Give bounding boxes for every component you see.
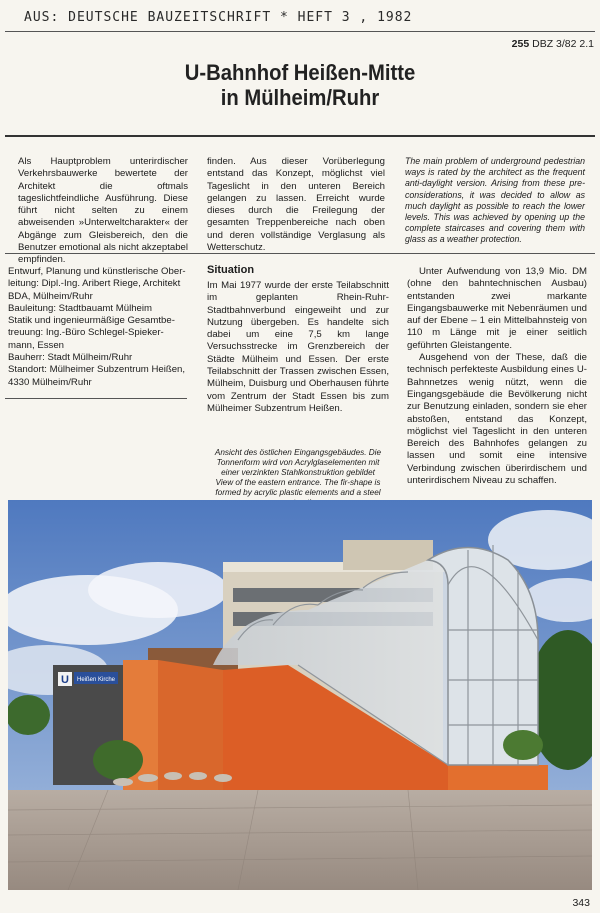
- station-name-text: Heißen Kirche: [76, 677, 116, 683]
- intro-rule: [5, 253, 595, 254]
- title-rule: [5, 135, 595, 137]
- page-ref-journal: DBZ 3/82 2.1: [529, 38, 594, 50]
- pavement: [8, 790, 592, 890]
- credit-line: leitung: Dipl.-Ing. Aribert Riege, Architekt: [8, 278, 181, 290]
- u-sign-letter: U: [61, 674, 69, 686]
- credit-line: BDA, Mülheim/Ruhr: [8, 290, 93, 302]
- caption-english: View of the eastern entrance. The fir-shape is formed by acrylic plastic elements and a steel: [215, 478, 381, 497]
- credit-line: Bauherr: Stadt Mülheim/Ruhr: [8, 352, 133, 364]
- intro-col-1: Als Hauptproblem unterirdischer Verkehrsbauwerke bewertete der Architekt die oftmals tageslichtfeindliche Ausführung. Diese führt nicht selten zu einem abweisenden »Unterweltcharakter« der Abgänge zum Gleisbereich, den die Benutzer emotional als nicht akzeptabel empfinden.: [18, 156, 188, 266]
- photo-caption: [207, 448, 389, 508]
- cloud: [88, 562, 228, 618]
- right-paragraph-2: Ausgehend von der These, daß die technisch perfekteste Ausbildung eines U-Bahnnetzes wenig nützt, wenn die Eingangsgebäude die Bevölkerung nicht zur Benutzung einladen, sondern sie eher abstoßen, entstand das Konzept, möglichst viel Tageslicht in den unteren Bereich des Bahnhofes gelangen zu lassen und somit eine intensive Verbindung zwischen überirdischem und unterirdischem Niveau zu schaffen.: [407, 352, 587, 487]
- credits-block: [8, 266, 193, 389]
- title-line-2: in Mülheim/Ruhr: [220, 85, 380, 110]
- station-illustration: [8, 500, 592, 890]
- planter-shrub: [93, 740, 143, 780]
- intro-col-3-english: The main problem of underground pedestrian ways is rated by the architect as the frequent anti-daylight version. Arising from these pre-considerations, it was decided to allow as much daylight as possible to reach the lower levels. This was achieved by opening up the complete staircases and covering them with glass as a weather protection.: [405, 156, 585, 245]
- credit-line: 4330 Mülheim/Ruhr: [8, 376, 92, 388]
- situation-text: Im Mai 1977 wurde der erste Teilabschnitt im geplanten Rhein-Ruhr-Stadtbahnverbund eingeweiht und zur Nutzung übergeben. Es handelte sich dabei um eine 7,5 km lange Versuchsstrecke im Grenzbereich der Städte Mülheim und Essen. Der erste Teilabschnitt der Trassen zwischen Essen, Mülheim, Duisburg und Oberhausen führte vom Zentrum der Stadt Essen bis zum Mülheimer Subzentrum Heißen.: [207, 280, 389, 414]
- article-title: [24, 60, 576, 110]
- page-ref-number: 255: [511, 38, 530, 50]
- credit-line: Statik und ingenieurmäßige Gesamtbe-: [8, 315, 175, 327]
- page-reference: [512, 38, 594, 50]
- credit-line: mann, Essen: [8, 339, 64, 351]
- title-line-1: U-Bahnhof Heißen-Mitte: [184, 60, 416, 85]
- situation-section: [207, 264, 389, 415]
- caption-german: Ansicht des östlichen Eingangsgebäudes. Die Tonnenform wird von Acrylglaselementen mit einer verzinkten Stahlkonstruktion gebildet: [214, 448, 382, 477]
- section-heading: Situation: [207, 264, 255, 276]
- source-stamp: AUS: DEUTSCHE BAUZEITSCHRIFT * HEFT 3 , 1982: [24, 10, 413, 25]
- right-paragraph-1: Unter Aufwendung von 13,9 Mio. DM (ohne den bahntechnischen Ausbau) entstanden zwei markante Eingangsbauwerke mit Nebenräumen und auf der Ebene – 1 ein Mittelbahnsteig von 110 m Länge mit je einer seitlich geführten Gleistangente.: [407, 266, 587, 351]
- credit-line: Entwurf, Planung und künstlerische Ober-: [8, 266, 186, 277]
- header-rule: [5, 31, 595, 32]
- credits-rule: [5, 398, 187, 399]
- credit-line: treuung: Ing.-Büro Schlegel-Spieker-: [8, 327, 164, 339]
- page-number: 343: [572, 897, 590, 909]
- station-photograph: [8, 500, 592, 890]
- credit-line: Bauleitung: Stadtbauamt Mülheim: [8, 302, 152, 314]
- tree: [8, 695, 50, 735]
- intro-col-2: finden. Aus dieser Vorüberlegung entstand das Konzept, möglichst viel Tageslicht in den unteren Bereich gelangen zu lassen. Erreicht wurde dieses durch die Freilegung der gesamten Treppenbereiche nach oben und deren vollständige Verglasung als Wetterschutz.: [207, 156, 385, 254]
- right-column: [407, 266, 587, 487]
- credit-line: Standort: Mülheimer Subzentrum Heißen,: [8, 364, 186, 376]
